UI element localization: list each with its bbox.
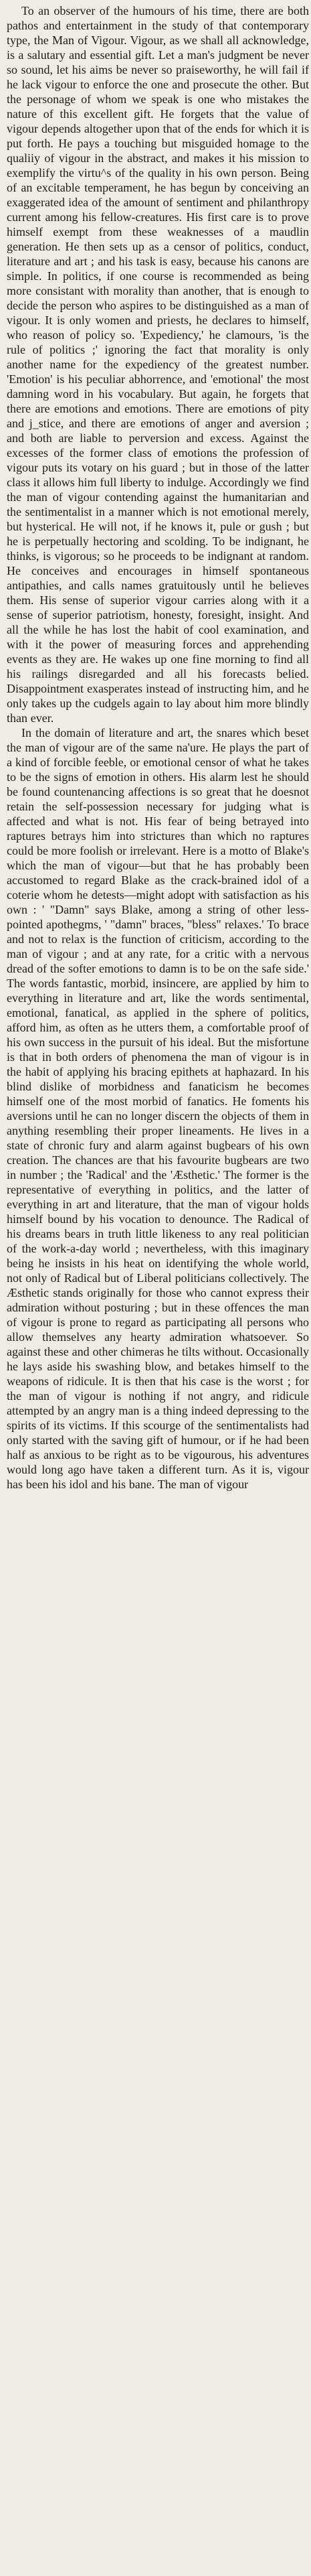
article-paragraph-2: In the domain of literature and art, the snares which beset the man of vigour are of the same na'ure. He plays the part of a kind of forcible feeble, or emotional censor of what he takes to be the signs of emotion in others. His alarm lest he should be found countenancing affections is so great that he doesnot retain the self-possession necessary for judging what is affected and what is not. His fear of being betrayed into raptures betrays him into strictures than which no raptures could be more foolish or irrelevant. Here is a motto of Blake's which the man of vigour—but that he has probably been accustomed to regard Blake as the crack-brained idol of a coterie whom he detests—might adopt with satisfaction as his own : ' "Damn" says Blake, among a string of other less-pointed apothegms, ' "damn" braces, "bless" relaxes.' To brace and not to relax is the function of criticism, according to the man of vigour ; and at any rate, for a critic with a nervous dread of the softer emotions to damn is to be on the safe side.' The words fantastic, morbid, insincere, are applied by him to everything in literature and art, like the words sentimental, emotional, fanatical, as applied in the sphere of politics, afford him, as often as he utters them, a comfortable proof of his own success in the pursuit of his ideal. But the misfortune is that in both orders of phenomena the man of vigour is in the habit of applying his bracing epithets at haphazard. In his blind dislike of morbidness and fanaticism he becomes himself one of the most morbid of fanatics. He foments his aversions until he can no longer discern the objects of them in anything resembling their proper lineaments. He lives in a state of chronic fury and alarm against bugbears of his own creation. The chances are that his favourite bugbears are two in number ; the 'Radical' and the 'Æsthetic.' The former is the representative of everything in politics, and the latter of everything in art and literature, that the man of vigour holds himself bound by his vocation to denounce. The Radical of his dreams bears in truth little likeness to any real politician of the work-a-day world ; nevertheless, with this imaginary being he insists in his heat on identifying the whole world, not only of Radical but of Liberal politicians collectively. The Æsthetic stands originally for those who cannot express their admiration without posturing ; but in these offences the man of vigour is prone to regard as participating all persons who allow themselves any hearty admiration whatsoever. So against these and other chimeras he tilts without. Occasionally he lays aside his swashing blow, and betakes himself to the weapons of ridicule. It is then that his case is the worst ; for the man of vigour is nothing if not angry, and ridicule attempted by an angry man is a thing indeed depressing to the spirits of its victims. If this scourge of the sentimentalists had only started with the saving gift of humour, or if he had been half as anxious to be right as to be vigourous, his adventures would long ago have taken a different turn. As it is, vigour has been his idol and his bane. The man of vigour xyxy=(7,726,309,1491)
article-paragraph-1: To an observer of the humours of his time, there are both pathos and entertainment in the study of that contemporary type, the Man of Vigour. Vigour, as we shall all acknowledge, is a salutary and essential gift. Let a man's judgment be never so sound, let his aims be never so praiseworthy, he will fail if he lack vigour to enforce the one and prosecute the other. But the personage of whom we speak is one who mistakes the nature of this excellent gift. He forgets that the value of vigour depends altogether upon that of the ends for which it is put forth. He pays a touching but misguided homage to the qualiiy of vigour in the abstract, and makes it his mission to exemplify the virtu^s of the quality in his own person. Being of an excitable temperament, he has begun by conceiving an exaggerated idea of the amount of sentiment and philanthropy current among his fellow-creatures. His first care is to prove himself exempt from these weaknesses of a maudlin generation. He then sets up as a censor of politics, conduct, literature and art ; and his task is easy, because his canons are simple. In politics, if one course is recommended as being more consistant with morality than another, that is enough to decide the person who aspires to be distinguished as a man of vigour. It is only women and priests, he declares to himself, who reason of policy so. 'Expediency,' he clamours, 'is the rule of politics ;' ignoring the fact that morality is only another name for the expediency of the greatest number. 'Emotion' is his peculiar abhorrence, and 'emotional' the most damning word in his vocabulary. But again, he forgets that there are emotions and emotions. There are emotions of pity and j_stice, and there are emotions of anger and aversion ; and both are liable to perversion and excess. Against the excesses of the former class of emotions the profession of vigour puts its votary on his guard ; but in those of the latter class it allows him full liberty to indulge. Accordingly we find the man of vigour contending against the humanitarian and the sentimentalist in a manner which is not emotional merely, but hysterical. He will not, if he knows it, pule or gush ; but he is perpetually hectoring and scolding. To be indignant, he thinks, is vigorous; so he proceeds to be indignant at random. He conceives and encourages in himself spontaneous antipathies, and calls names gratuitously until he believes them. His sense of superior vigour carries along with it a sense of superior patriotism, honesty, foresight, insight. And all the while he has lost the habit of cool examination, and with it the power of measuring forces and apprehending events as they are. He wakes up one fine morning to find all his railings disregarded and all his forecasts belied. Disappointment exasperates instead of instructing him, and he only takes up the cudgels again to lay about him more blindly than ever. xyxy=(7,4,309,725)
